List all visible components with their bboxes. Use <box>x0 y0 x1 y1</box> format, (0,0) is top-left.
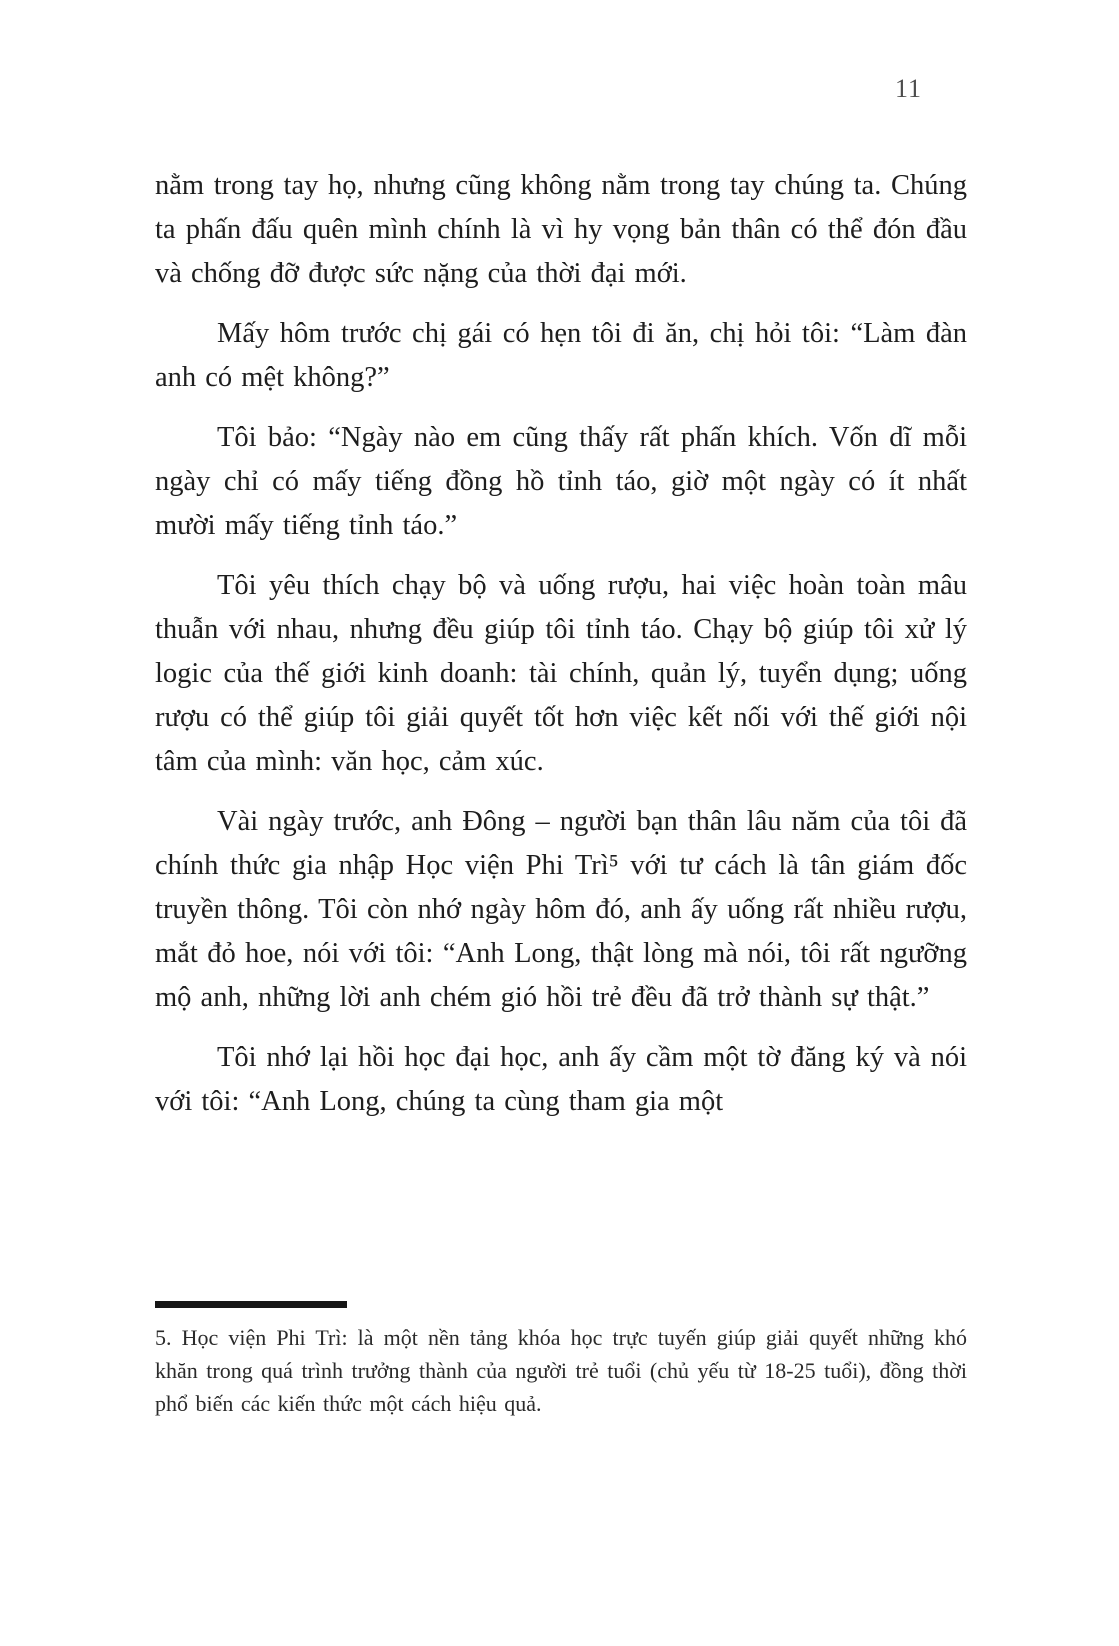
paragraph: Tôi nhớ lại hồi học đại học, anh ấy cầm một tờ đăng ký và nói với tôi: “Anh Long, chúng ta cùng tham gia một <box>155 1042 967 1117</box>
page-body <box>155 164 967 1140</box>
footnote-divider <box>155 1301 347 1308</box>
paragraph: nằm trong tay họ, nhưng cũng không nằm trong tay chúng ta. Chúng ta phấn đấu quên mình chính là vì hy vọng bản thân có thể đón đầu và chống đỡ được sức nặng của thời đại mới. <box>155 170 967 289</box>
paragraph: Vài ngày trước, anh Đông – người bạn thân lâu năm của tôi đã chính thức gia nhập Học viện Phi Trì⁵ với tư cách là tân giám đốc truyền thông. Tôi còn nhớ ngày hôm đó, anh ấy uống rất nhiều rượu, mắt đỏ hoe, nói với tôi: “Anh Long, thật lòng mà nói, tôi rất ngưỡng mộ anh, những lời anh chém gió hồi trẻ đều đã trở thành sự thật.” <box>155 806 967 1013</box>
page-number: 11 <box>894 74 922 103</box>
paragraph: Mấy hôm trước chị gái có hẹn tôi đi ăn, chị hỏi tôi: “Làm đàn anh có mệt không?” <box>155 318 967 393</box>
footnote-section <box>155 1301 967 1420</box>
paragraph: Tôi yêu thích chạy bộ và uống rượu, hai việc hoàn toàn mâu thuẫn với nhau, nhưng đều giúp tôi tỉnh táo. Chạy bộ giúp tôi xử lý logic của thế giới kinh doanh: tài chính, quản lý, tuyển dụng; uống rượu có thể giúp tôi giải quyết tốt hơn việc kết nối với thế giới nội tâm của mình: văn học, cảm xúc. <box>155 570 967 777</box>
footnote-text: 5. Học viện Phi Trì: là một nền tảng khóa học trực tuyến giúp giải quyết những khó khăn trong quá trình trưởng thành của người trẻ tuổi (chủ yếu từ 18-25 tuổi), đồng thời phổ biến các kiến thức một cách hiệu quả. <box>155 1325 967 1416</box>
paragraph: Tôi bảo: “Ngày nào em cũng thấy rất phấn khích. Vốn dĩ mỗi ngày chỉ có mấy tiếng đồng hồ tỉnh táo, giờ một ngày có ít nhất mười mấy tiếng tỉnh táo.” <box>155 422 967 541</box>
